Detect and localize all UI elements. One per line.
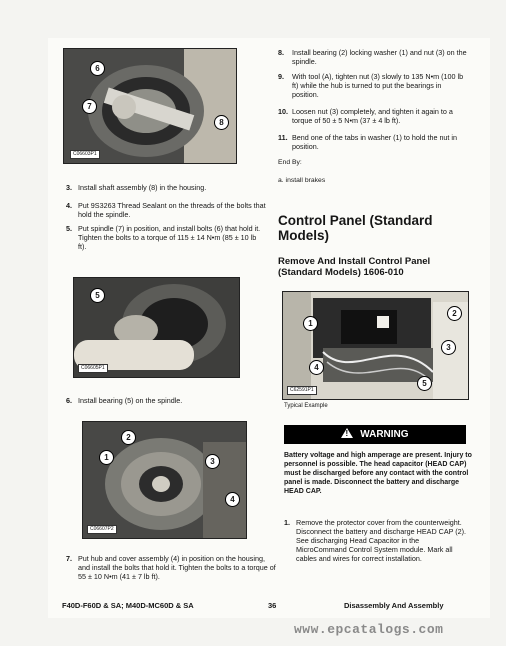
footer-section: Disassembly And Assembly — [344, 601, 444, 610]
footer-model: F40D-F60D & SA; M40D-MC60D & SA — [62, 601, 194, 610]
photo-bearing-install — [73, 277, 240, 378]
callout-3: 3 — [205, 454, 220, 469]
warning-icon: ! — [341, 428, 353, 438]
step-11: 11. Bend one of the tabs in washer (1) to hold the nut in position. — [278, 133, 458, 151]
warning-banner — [284, 425, 466, 444]
section-title: Control Panel (Standard Models) — [278, 213, 433, 243]
callout-1: 1 — [303, 316, 318, 331]
callout-2: 2 — [447, 306, 462, 321]
warning-label: WARNING — [360, 429, 409, 440]
callout-8: 8 — [214, 115, 229, 130]
photo-spindle-shaft — [63, 48, 237, 164]
callout-6: 6 — [90, 61, 105, 76]
callout-4: 4 — [309, 360, 324, 375]
callout-5: 5 — [417, 376, 432, 391]
figure-caption: Typical Example — [284, 403, 328, 409]
photo-code: C06605P1 — [78, 364, 108, 373]
callout-2: 2 — [121, 430, 136, 445]
photo-control-panel — [282, 291, 469, 400]
end-by-label: End By: — [278, 159, 302, 166]
photo-code: C06603P1 — [70, 150, 100, 159]
watermark: www.epcatalogs.com — [294, 622, 444, 637]
callout-4: 4 — [225, 492, 240, 507]
warning-text: Battery voltage and high amperage are present. Injury to personnel is possible. The head capacitor (HEAD CAP) must be discharged before any contact with the control panel is made. Disconnect the battery and discharge HEAD CAP. — [284, 452, 472, 495]
step-3: 3. Install shaft assembly (8) in the housing. — [66, 183, 207, 192]
step-10: 10. Loosen nut (3) completely, and tighten it again to a torque of 50 ± 5 N•m (37 ± 4 lb ft). — [278, 107, 453, 125]
step-1: 1. Remove the protector cover from the counterweight. Disconnect the battery and discharge HEAD CAP (2). See discharging Head Capacitor in the MicroCommand Control System module. Mark all cables and wires for correct installation. — [284, 518, 467, 563]
footer-page-number: 36 — [268, 601, 277, 610]
step-5: 5. Put spindle (7) in position, and install bolts (6) that hold it. Tighten the bolts to a torque of 115 ± 14 N•m (85 ± 10 lb ft). — [66, 224, 261, 251]
step-8: 8. Install bearing (2) locking washer (1) and nut (3) on the spindle. — [278, 48, 467, 66]
step-7: 7. Put hub and cover assembly (4) in position on the housing, and install the bolts that hold it. Tighten the bolts to a torque of 55 ± 10 N•m (41 ± 7 lb ft). — [66, 554, 276, 581]
callout-5: 5 — [90, 288, 105, 303]
callout-7: 7 — [82, 99, 97, 114]
subsection-title: Remove And Install Control Panel (Standard Models) 1606-010 — [278, 256, 431, 278]
photo-hub-cover — [82, 421, 247, 539]
step-4: 4. Put 9S3263 Thread Sealant on the threads of the bolts that hold the spindle. — [66, 201, 266, 219]
step-9: 9. With tool (A), tighten nut (3) slowly to 135 N•m (100 lb ft) while the hub is turned to put the bearings in position. — [278, 72, 464, 99]
photo-code: C06607P2 — [87, 525, 117, 534]
end-by-item: a. install brakes — [278, 177, 326, 184]
photo-code: C62591P1 — [287, 386, 317, 395]
callout-3: 3 — [441, 340, 456, 355]
step-6: 6. Install bearing (5) on the spindle. — [66, 396, 183, 405]
callout-1: 1 — [99, 450, 114, 465]
